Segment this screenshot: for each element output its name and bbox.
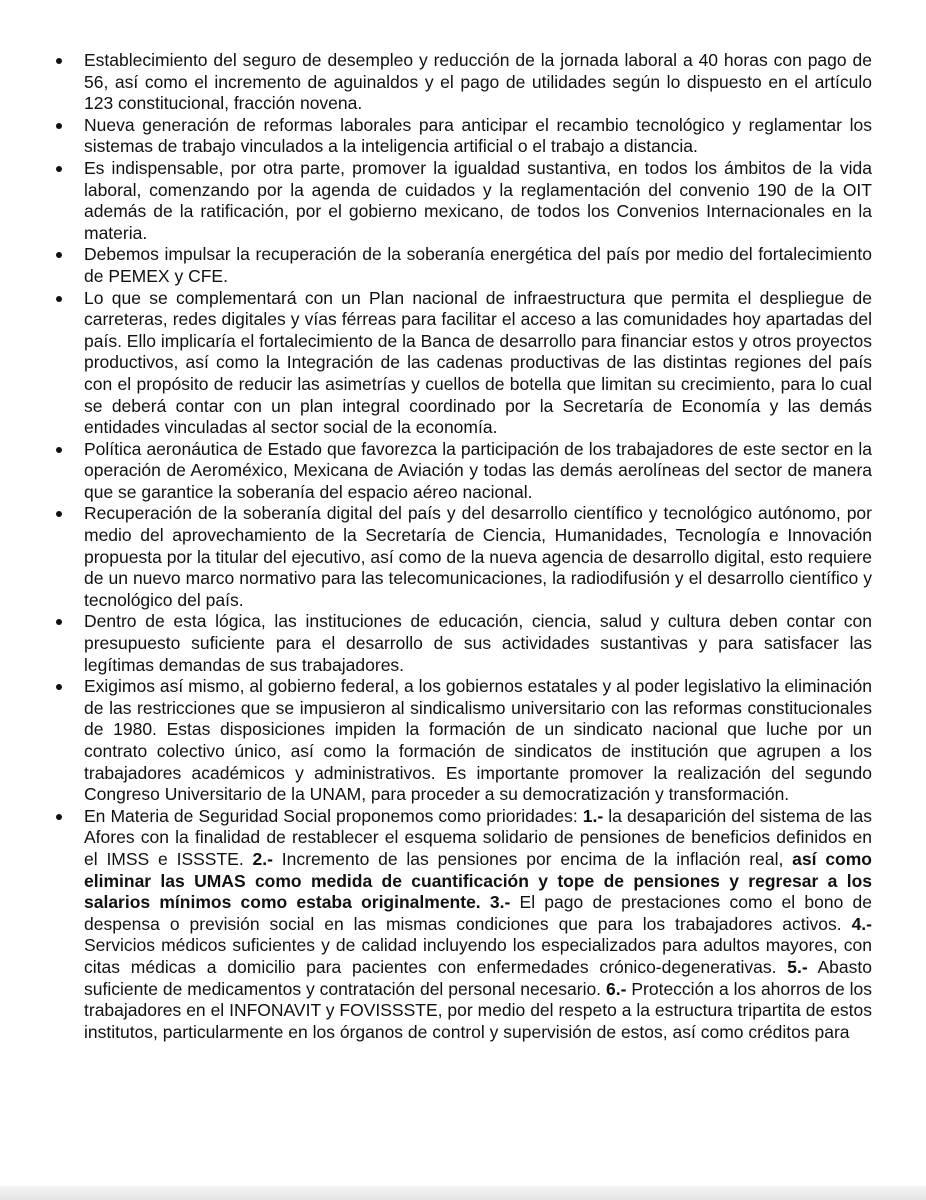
bullet-item: [52, 50, 872, 115]
bullet-item: [52, 503, 872, 611]
bullet-item: [52, 611, 872, 676]
text-segment: la desaparición del sistema de las Afores con la finalidad de restablecer el esquema solidario de pensiones de beneficios definidos en el IMSS e ISSSTE.: [84, 805, 872, 869]
text-segment: Política aeronáutica de Estado que favorezca la participación de los trabajadores de este sector en la operación de Aeroméxico, Mexicana de Aviación y todas las demás aerolíneas del sector de manera que se garantice la soberanía del espacio aéreo nacional.: [84, 438, 872, 502]
bullet-dot-icon: [56, 447, 62, 453]
text-segment: Debemos impulsar la recuperación de la soberanía energética del país por medio del fortalecimiento de PEMEX y CFE.: [84, 244, 872, 286]
text-segment: El pago de prestaciones como el bono de despensa o previsión social en las mismas condiciones que para los trabajadores activos.: [84, 892, 872, 934]
bullet-item: [52, 244, 872, 287]
bullet-dot-icon: [56, 619, 62, 625]
bullet-dot-icon: [56, 252, 62, 258]
text-segment: Nueva generación de reformas laborales para anticipar el recambio tecnológico y reglamentar los sistemas de trabajo vinculados a la inteligencia artificial o el trabajo a distancia.: [84, 114, 872, 157]
bullet-dot-icon: [56, 123, 62, 129]
text-segment: Abasto suficiente de medicamentos y contratación del personal necesario.: [84, 956, 872, 999]
bullet-dot-icon: [56, 166, 62, 172]
bullet-item: [52, 806, 872, 1044]
bullet-item: [52, 288, 872, 439]
bold-text-segment: 3.-: [489, 892, 511, 913]
bullet-item: [52, 158, 872, 244]
text-segment: Lo que se complementará con un Plan nacional de infraestructura que permita el despliegue de carreteras, redes digitales y vías férreas para facilitar el acceso a las comunidades hoy apartadas del país. Ello implicaría el fortalecimiento de la Banca de desarrollo para financiar estos y otros proyectos productivos, así como la Integración de las cadenas productivas de las distintas regiones del país con el propósito de reducir las asimetrías y cuellos de botella que limitan su crecimiento, para lo cual se deberá contar con un plan integral coordinado por la Secretaría de Economía y las demás entidades vinculadas al sector social de la economía.: [84, 287, 872, 438]
bullet-dot-icon: [56, 511, 62, 517]
bullet-item: [52, 676, 872, 806]
text-segment: Es indispensable, por otra parte, promover la igualdad sustantiva, en todos los ámbitos de la vida laboral, comenzando por la agenda de cuidados y la reglamentación del convenio 190 de la OIT además de la ratificación, por el gobierno mexicano, de todos los Convenios Internacionales en la materia.: [84, 157, 872, 243]
text-segment: Establecimiento del seguro de desempleo y reducción de la jornada laboral a 40 horas con pago de 56, así como el incremento de aguinaldos y el pago de utilidades según lo dispuesto en el artículo 123 constitucional, fracción novena.: [84, 50, 872, 114]
text-segment: Exigimos así mismo, al gobierno federal, a los gobiernos estatales y al poder legislativo la eliminación de las restricciones que se impusieron al sindicalismo universitario con las reformas constitucionales de 1980. Estas disposiciones impiden la formación de un sindicato nacional que luche por un contrato colectivo único, así como la formación de sindicatos de institución que agrupen a los trabajadores académicos y administrativos. Es importante promover la realización del segundo Congreso Universitario de la UNAM, para proceder a su democratización y transformación.: [84, 676, 872, 805]
text-segment: Incremento de las pensiones por encima de la inflación real,: [272, 848, 793, 869]
bold-text-segment: 6.-: [605, 978, 627, 999]
text-segment: Dentro de esta lógica, las instituciones de educación, ciencia, salud y cultura deben contar con presupuesto suficiente para el desarrollo de sus actividades sustantivas y para satisfacer las legítimas demandas de sus trabajadores.: [84, 611, 872, 675]
bullet-dot-icon: [56, 814, 62, 820]
bold-text-segment: 2.-: [252, 848, 273, 869]
bold-text-segment: 4.-: [851, 913, 872, 934]
bold-text-segment: 1.-: [582, 805, 604, 826]
text-segment: En Materia de Seguridad Social proponemos como prioridades:: [84, 805, 583, 826]
bullet-dot-icon: [56, 684, 62, 690]
text-segment: Protección a los ahorros de los trabajadores en el INFONAVIT y FOVISSSTE, por medio del respeto a la estructura tripartita de estos institutos, particularmente en los órganos de control y supervisión de estos, así como créditos para: [84, 978, 872, 1042]
bold-text-segment: así como eliminar las UMAS como medida de cuantificación y tope de pensiones y regresar a los salarios mínimos como estaba originalmente.: [84, 848, 872, 913]
bullet-dot-icon: [56, 296, 62, 302]
bullet-list: [52, 50, 872, 1043]
bullet-item: [52, 439, 872, 504]
page-bottom-edge: [0, 1186, 926, 1200]
bullet-item: [52, 115, 872, 158]
bullet-dot-icon: [56, 58, 62, 64]
bold-text-segment: 5.-: [787, 956, 808, 977]
text-segment: Recuperación de la soberanía digital del país y del desarrollo científico y tecnológico autónomo, por medio del aprovechamiento de la Secretaría de Ciencia, Humanidades, Tecnología e Innovación propuesta por la titular del ejecutivo, así como de la nueva agencia de desarrollo digital, esto requiere de un nuevo marco normativo para las telecomunicaciones, la radiodifusión y el desarrollo científico y tecnológico del país.: [84, 503, 872, 610]
text-segment: Servicios médicos suficientes y de calidad incluyendo los especializados para adultos mayores, con citas médicas a domicilio para pacientes con enfermedades crónico-degenerativas.: [84, 935, 872, 977]
text-segment: [481, 892, 490, 912]
